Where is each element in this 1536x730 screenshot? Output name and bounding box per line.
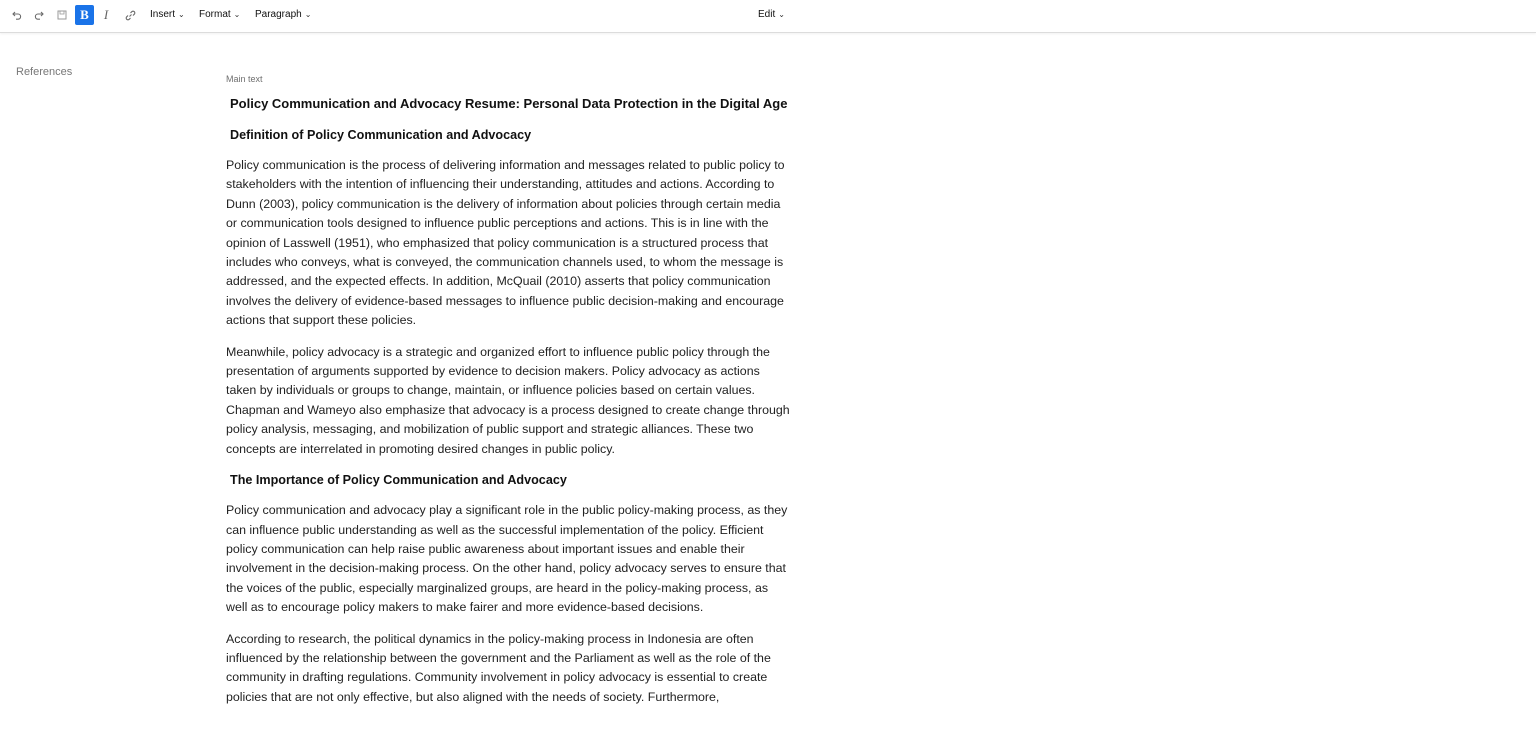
section-label: Main text	[226, 74, 263, 84]
document-title: Policy Communication and Advocacy Resume: Personal Data Protection in the Digital Age	[230, 96, 788, 111]
paragraph: Meanwhile, policy advocacy is a strategic and organized effort to influence public policy through the presentation of arguments supported by evidence to decision makers. Policy advocacy as actions taken by individuals or groups to change, maintain, or influence policies based on certain values. Chapman and Wameyo also emphasize that advocacy is a process designed to create change through policy analysis, messaging, and mobilization of public support and strategic alliances. These two concepts are interrelated in promoting desired changes in public policy.	[226, 344, 790, 456]
chevron-down-icon: ⌄	[778, 10, 785, 19]
undo-icon	[12, 10, 22, 20]
document-body[interactable]	[226, 74, 792, 719]
italic-button[interactable]: I	[103, 7, 109, 22]
paragraph: According to research, the political dynamics in the policy-making process in Indonesia are often influenced by the relationship between the government and the Parliament as well as the role of the community in drafting regulations. Community involvement in policy advocacy is essential to create policies that are not only effective, but also aligned with the needs of society. Furthermore,	[226, 631, 771, 704]
save-button[interactable]	[55, 4, 69, 26]
insert-menu[interactable]	[150, 9, 185, 20]
link-button[interactable]	[123, 4, 137, 26]
link-icon	[125, 10, 136, 21]
save-icon	[57, 10, 67, 20]
references-link[interactable]: References	[16, 66, 73, 78]
bold-button[interactable]: B	[75, 5, 94, 25]
insert-menu-label: Insert	[150, 9, 176, 20]
paragraph: Policy communication is the process of delivering information and messages related to public policy to stakeholders with the intention of influencing their understanding, attitudes and actions. According to Dunn (2003), policy communication is the delivery of information about policies through certain media or communication tools designed to influence public perceptions and actions. This is in line with the opinion of Lasswell (1951), who emphasized that policy communication is a structured process that includes who conveys, what is conveyed, the communication channels used, to whom the message is addressed, and the expected effects. In addition, McQuail (2010) asserts that policy communication involves the delivery of evidence-based messages to influence public decision-making and encourage actions that support these policies.	[226, 158, 785, 328]
chevron-down-icon: ⌄	[304, 10, 312, 19]
undo-button[interactable]	[10, 4, 24, 26]
redo-icon	[34, 10, 44, 20]
heading-definition: Definition of Policy Communication and Advocacy	[230, 128, 532, 142]
edit-menu-label: Edit	[758, 9, 776, 20]
paragraph-menu-label: Paragraph	[255, 9, 302, 20]
chevron-down-icon: ⌄	[233, 10, 241, 19]
edit-menu[interactable]	[758, 9, 785, 20]
format-menu[interactable]	[199, 9, 240, 20]
paragraph-menu[interactable]	[255, 9, 311, 20]
paragraph: Policy communication and advocacy play a significant role in the public policy-making process, as they can influence public understanding as well as the successful implementation of the policy. Efficient policy communication can help raise public awareness about important issues and enable their involvement in the decision-making process. On the other hand, policy advocacy serves to ensure that the voices of the public, especially marginalized groups, are heard in the policy-making process, as well as to encourage policy makers to make fairer and more evidence-based decisions.	[226, 503, 788, 615]
redo-button[interactable]	[32, 4, 46, 26]
heading-importance: The Importance of Policy Communication and Advocacy	[230, 473, 567, 488]
editor-toolbar	[0, 0, 1536, 33]
format-menu-label: Format	[199, 9, 231, 20]
chevron-down-icon: ⌄	[178, 10, 185, 19]
